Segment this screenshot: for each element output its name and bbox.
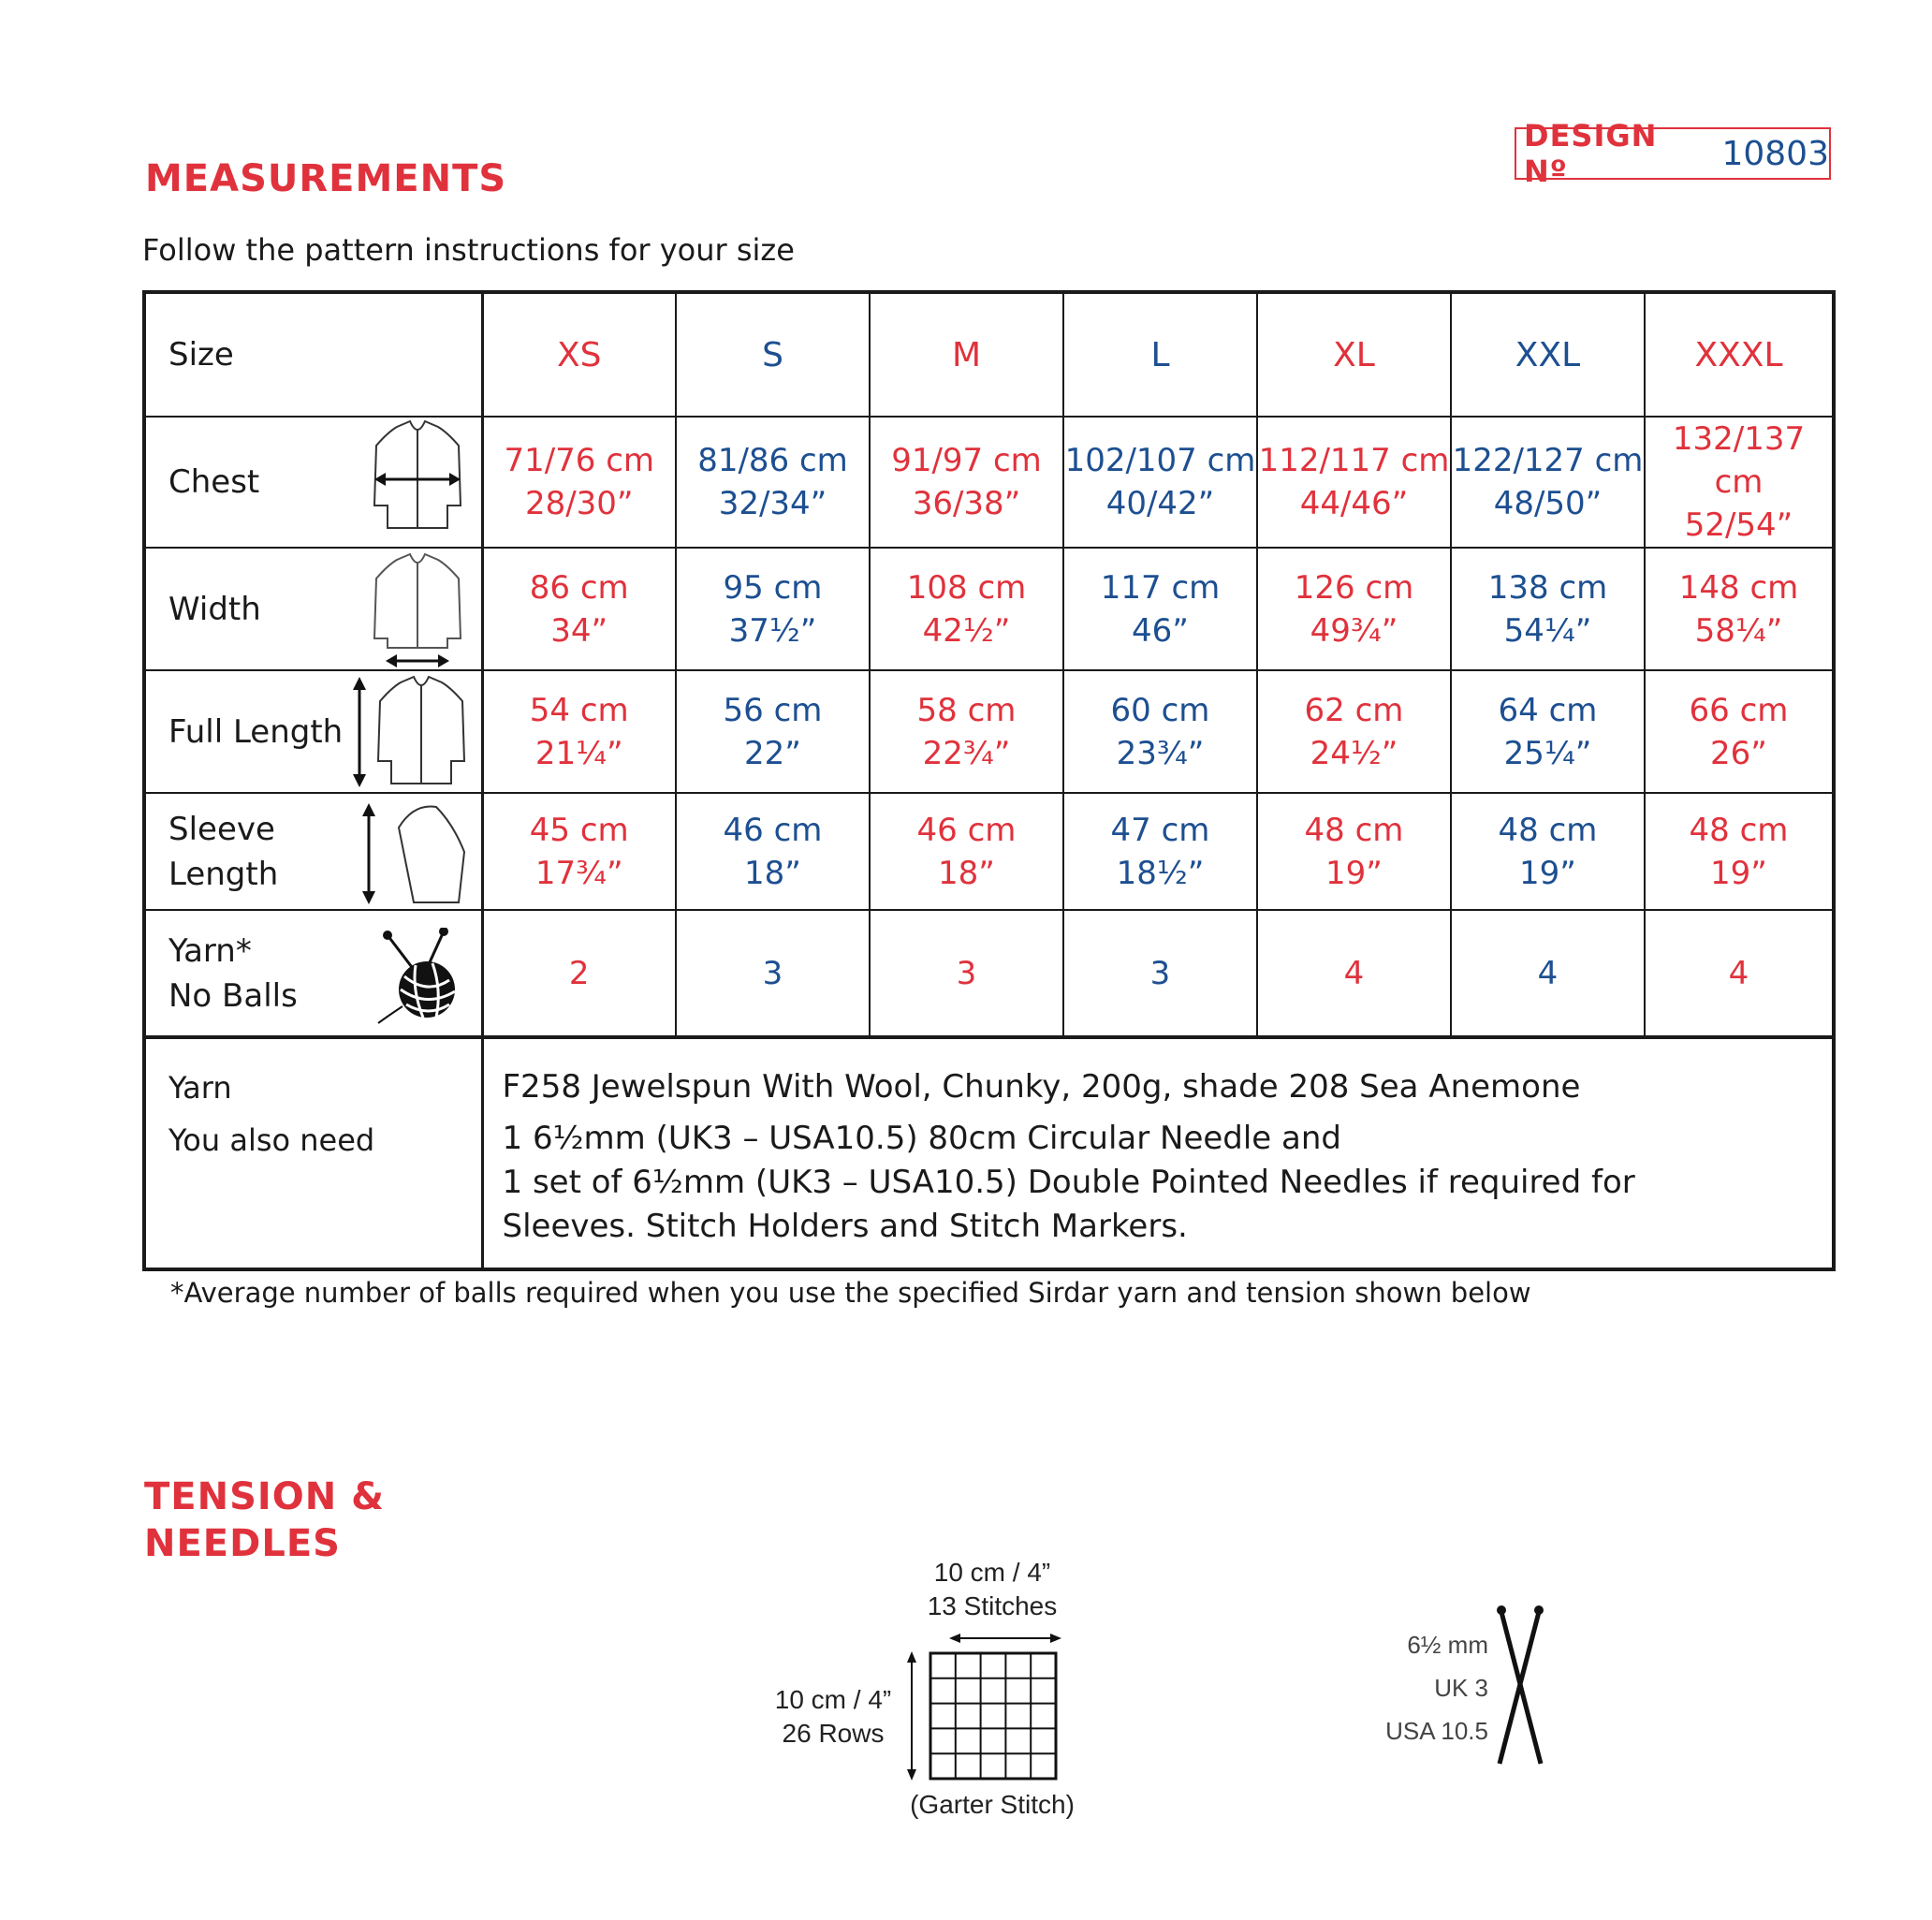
yarn-balls-value: 4 bbox=[1257, 910, 1451, 1037]
page-title: MEASUREMENTS bbox=[145, 157, 507, 200]
value-in: 42½” bbox=[922, 611, 1011, 650]
size-header: XS bbox=[482, 292, 676, 417]
needle-mm: 6½ mm bbox=[1407, 1631, 1488, 1659]
value-cm: 71/76 cm bbox=[504, 442, 655, 479]
sleeve-length-value bbox=[1063, 793, 1257, 910]
full-length-value bbox=[482, 670, 676, 793]
yarn-balls-value: 4 bbox=[1645, 910, 1834, 1037]
value-cm: 91/97 cm bbox=[891, 442, 1042, 479]
value-in: 40/42” bbox=[1105, 485, 1215, 522]
full-length-value bbox=[1645, 670, 1834, 793]
width-value bbox=[1063, 548, 1257, 670]
value-cm: 48 cm bbox=[1304, 811, 1404, 849]
value-cm: 66 cm bbox=[1689, 691, 1789, 729]
value-cm: 56 cm bbox=[723, 691, 823, 729]
value-in: 18” bbox=[938, 854, 995, 892]
yarn-balls-row bbox=[144, 910, 1834, 1037]
full-length-label-cell bbox=[144, 670, 482, 793]
width-label-cell bbox=[144, 548, 482, 670]
needle-usa: USA 10.5 bbox=[1385, 1717, 1488, 1745]
sleeve-length-value bbox=[1257, 793, 1451, 910]
width-value bbox=[1451, 548, 1645, 670]
design-number: 10803 bbox=[1721, 134, 1829, 173]
value-in: 18½” bbox=[1116, 854, 1205, 892]
sleeve-length-row bbox=[144, 793, 1834, 910]
yarn-line: F258 Jewelspun With Wool, Chunky, 200g, shade 208 Sea Anemone bbox=[502, 1068, 1581, 1106]
width-measure: 10 cm / 4” bbox=[933, 1558, 1051, 1587]
footnote: *Average number of balls required when you use the specified Sirdar yarn and tension shown below bbox=[170, 1277, 1531, 1309]
knitting-needles-icon bbox=[1492, 1603, 1548, 1769]
value-cm: 45 cm bbox=[529, 811, 629, 849]
value-cm: 108 cm bbox=[906, 568, 1027, 607]
value-in: 48/50” bbox=[1493, 485, 1603, 522]
value-cm: 126 cm bbox=[1294, 568, 1414, 607]
needle-uk: UK 3 bbox=[1434, 1674, 1488, 1702]
chest-label-cell bbox=[144, 417, 482, 548]
stitch-type: (Garter Stitch) bbox=[910, 1790, 1075, 1819]
size-label-cell bbox=[144, 292, 482, 417]
yarn-info-label-cell bbox=[144, 1037, 482, 1269]
yarn-balls-label bbox=[168, 929, 298, 1019]
value-in: 24½” bbox=[1310, 734, 1398, 772]
chest-label: Chest bbox=[168, 463, 260, 501]
width-value bbox=[482, 548, 676, 670]
value-in: 44/46” bbox=[1299, 485, 1409, 522]
value-in: 22¾” bbox=[922, 734, 1011, 772]
value-in: 49¾” bbox=[1310, 611, 1398, 650]
value-cm: 95 cm bbox=[723, 568, 823, 607]
value-cm: 46 cm bbox=[723, 811, 823, 849]
label-line: No Balls bbox=[168, 976, 298, 1015]
chest-value bbox=[1257, 417, 1451, 548]
full-length-value bbox=[870, 670, 1063, 793]
subtitle: Follow the pattern instructions for your size bbox=[142, 232, 795, 268]
height-measure: 10 cm / 4” bbox=[774, 1685, 892, 1714]
full-length-value bbox=[1451, 670, 1645, 793]
width-value bbox=[1257, 548, 1451, 670]
value-in: 46” bbox=[1132, 611, 1189, 650]
stitches-count: 13 Stitches bbox=[927, 1591, 1058, 1620]
value-in: 26” bbox=[1710, 734, 1767, 772]
width-value bbox=[1645, 548, 1834, 670]
value-in: 34” bbox=[550, 611, 608, 650]
size-header: XL bbox=[1257, 292, 1451, 417]
value-in: 52/54” bbox=[1684, 506, 1793, 544]
full-length-value bbox=[1257, 670, 1451, 793]
size-header: XXL bbox=[1451, 292, 1645, 417]
yarn-balls-value: 4 bbox=[1451, 910, 1645, 1037]
value-cm: 47 cm bbox=[1110, 811, 1210, 849]
value-in: 19” bbox=[1710, 854, 1767, 892]
value-in: 32/34” bbox=[718, 485, 827, 522]
value-cm: 138 cm bbox=[1487, 568, 1608, 607]
full-length-value bbox=[676, 670, 870, 793]
size-header: XXXL bbox=[1645, 292, 1834, 417]
sleeve-length-value bbox=[676, 793, 870, 910]
yarn-balls-value: 2 bbox=[482, 910, 676, 1037]
design-label: DESIGN Nº bbox=[1524, 118, 1658, 189]
yarn-balls-value: 3 bbox=[870, 910, 1063, 1037]
value-in: 54¼” bbox=[1503, 611, 1592, 650]
value-in: 28/30” bbox=[524, 485, 634, 522]
sleeve-length-value bbox=[870, 793, 1063, 910]
yarn-label: Yarn bbox=[168, 1070, 232, 1106]
label-line: Length bbox=[168, 855, 279, 893]
size-label: Size bbox=[168, 336, 234, 374]
label-line: Yarn* bbox=[168, 931, 252, 970]
value-cm: 132/137 cm bbox=[1672, 420, 1806, 501]
label-line: Sleeve bbox=[168, 810, 275, 848]
yarn-info-cell bbox=[482, 1037, 1834, 1269]
width-row bbox=[144, 548, 1834, 670]
size-header: M bbox=[870, 292, 1063, 417]
yarn-balls-label-cell bbox=[144, 910, 482, 1037]
measurements-table bbox=[142, 290, 1836, 1271]
title-line: NEEDLES bbox=[144, 1522, 341, 1565]
full-length-value bbox=[1063, 670, 1257, 793]
value-in: 37½” bbox=[728, 611, 817, 650]
value-in: 25¼” bbox=[1503, 734, 1592, 772]
value-in: 58¼” bbox=[1694, 611, 1783, 650]
value-cm: 62 cm bbox=[1304, 691, 1404, 729]
value-cm: 81/86 cm bbox=[697, 442, 848, 479]
yarn-line: 1 6½mm (UK3 – USA10.5) 80cm Circular Needle and bbox=[502, 1120, 1342, 1157]
title-line: TENSION & bbox=[144, 1475, 386, 1518]
value-cm: 48 cm bbox=[1498, 811, 1598, 849]
value-cm: 112/117 cm bbox=[1258, 442, 1450, 479]
chest-value bbox=[482, 417, 676, 548]
cardigan-width-icon bbox=[369, 550, 466, 670]
size-header: S bbox=[676, 292, 870, 417]
value-cm: 148 cm bbox=[1678, 568, 1799, 607]
full-length-label: Full Length bbox=[168, 712, 344, 751]
value-cm: 86 cm bbox=[529, 568, 629, 607]
width-value bbox=[870, 548, 1063, 670]
value-cm: 54 cm bbox=[529, 691, 629, 729]
yarn-line: 1 set of 6½mm (UK3 – USA10.5) Double Pointed Needles if required for bbox=[502, 1164, 1635, 1201]
yarn-ball-icon bbox=[374, 928, 461, 1025]
cardigan-chest-icon bbox=[369, 418, 466, 537]
sleeve-length-value bbox=[1645, 793, 1834, 910]
sleeve-length-label-cell bbox=[144, 793, 482, 910]
value-cm: 58 cm bbox=[916, 691, 1017, 729]
width-label: Width bbox=[168, 590, 261, 628]
chest-value bbox=[1451, 417, 1645, 548]
yarn-line: Sleeves. Stitch Holders and Stitch Markers. bbox=[502, 1208, 1188, 1245]
size-row bbox=[144, 292, 1834, 417]
design-number-box bbox=[1515, 118, 1831, 189]
value-cm: 102/107 cm bbox=[1064, 442, 1256, 479]
value-cm: 60 cm bbox=[1110, 691, 1210, 729]
sleeve-length-value bbox=[482, 793, 676, 910]
chest-row bbox=[144, 417, 1834, 548]
width-value bbox=[676, 548, 870, 670]
sleeve-icon bbox=[354, 799, 470, 908]
also-need-label: You also need bbox=[168, 1122, 375, 1158]
tension-swatch-icon bbox=[899, 1629, 1067, 1784]
chest-value bbox=[1645, 417, 1834, 548]
yarn-balls-value: 3 bbox=[1063, 910, 1257, 1037]
value-cm: 122/127 cm bbox=[1452, 442, 1644, 479]
chest-value bbox=[870, 417, 1063, 548]
tension-title bbox=[144, 1473, 385, 1567]
value-in: 22” bbox=[744, 734, 801, 772]
value-in: 36/38” bbox=[912, 485, 1021, 522]
yarn-info-row bbox=[144, 1037, 1834, 1269]
sleeve-length-value bbox=[1451, 793, 1645, 910]
size-header: L bbox=[1063, 292, 1257, 417]
sleeve-length-label bbox=[168, 807, 278, 897]
value-in: 18” bbox=[744, 854, 801, 892]
value-in: 17¾” bbox=[534, 854, 623, 892]
value-in: 23¾” bbox=[1116, 734, 1205, 772]
value-in: 19” bbox=[1519, 854, 1576, 892]
value-in: 19” bbox=[1325, 854, 1383, 892]
value-cm: 46 cm bbox=[916, 811, 1017, 849]
full-length-row bbox=[144, 670, 1834, 793]
rows-count: 26 Rows bbox=[782, 1719, 885, 1748]
value-cm: 117 cm bbox=[1100, 568, 1221, 607]
chest-value bbox=[1063, 417, 1257, 548]
value-cm: 48 cm bbox=[1689, 811, 1789, 849]
value-cm: 64 cm bbox=[1498, 691, 1598, 729]
chest-value bbox=[676, 417, 870, 548]
value-in: 21¼” bbox=[534, 734, 623, 772]
cardigan-length-icon bbox=[348, 673, 470, 791]
yarn-balls-value: 3 bbox=[676, 910, 870, 1037]
